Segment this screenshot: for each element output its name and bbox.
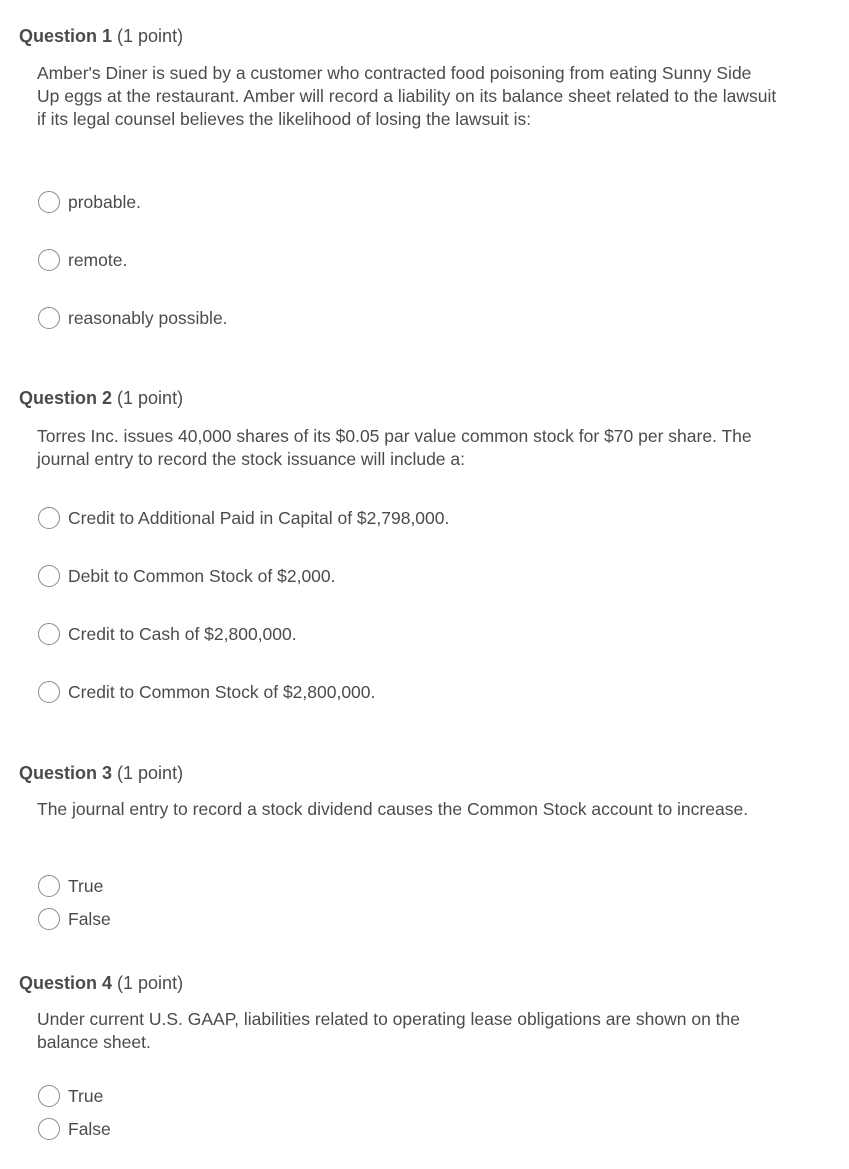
question-1-option-1[interactable] xyxy=(38,189,141,215)
question-2-option-1[interactable] xyxy=(38,505,449,531)
question-4-option-false[interactable] xyxy=(38,1116,111,1142)
question-4-points: (1 point) xyxy=(117,973,184,993)
question-2-option-2[interactable] xyxy=(38,563,336,589)
question-3-header xyxy=(19,762,183,784)
radio-button[interactable] xyxy=(38,681,60,703)
question-2-header xyxy=(19,387,183,409)
question-1-option-2[interactable] xyxy=(38,247,127,273)
question-4-header xyxy=(19,972,183,994)
question-3-text: The journal entry to record a stock dividend causes the Common Stock account to increase. xyxy=(37,799,749,819)
option-label: Credit to Common Stock of $2,800,000. xyxy=(68,682,376,702)
radio-button[interactable] xyxy=(38,623,60,645)
question-3-title: Question 3 xyxy=(19,763,113,783)
question-4-text: Under current U.S. GAAP, liabilities related to operating lease obligations are shown on the balance sheet. xyxy=(37,1009,740,1052)
option-label: True xyxy=(68,1086,104,1106)
radio-button[interactable] xyxy=(38,191,60,213)
option-label: Credit to Additional Paid in Capital of $2,798,000. xyxy=(68,508,450,528)
question-2-option-4[interactable] xyxy=(38,679,375,705)
question-1-points: (1 point) xyxy=(117,26,184,46)
question-1-text: Amber's Diner is sued by a customer who contracted food poisoning from eating Sunny Side Up eggs at the restaurant. Amber will record a liability on its balance sheet related to the lawsuit if its legal counsel believes the likelihood of losing the lawsuit is: xyxy=(37,63,777,129)
option-label: remote. xyxy=(68,250,128,270)
option-label: Credit to Cash of $2,800,000. xyxy=(68,624,297,644)
option-label: False xyxy=(68,1119,111,1139)
question-3-option-true[interactable] xyxy=(38,873,103,899)
radio-button[interactable] xyxy=(38,875,60,897)
question-1-title: Question 1 xyxy=(19,26,113,46)
question-2-title: Question 2 xyxy=(19,388,113,408)
radio-button[interactable] xyxy=(38,249,60,271)
question-3-points: (1 point) xyxy=(117,763,184,783)
option-label: True xyxy=(68,876,104,896)
question-4-option-true[interactable] xyxy=(38,1083,103,1109)
question-2-option-3[interactable] xyxy=(38,621,297,647)
radio-button[interactable] xyxy=(38,908,60,930)
option-label: False xyxy=(68,909,111,929)
radio-button[interactable] xyxy=(38,1118,60,1140)
question-3-option-false[interactable] xyxy=(38,906,111,932)
question-1-header xyxy=(19,25,183,47)
radio-button[interactable] xyxy=(38,307,60,329)
radio-button[interactable] xyxy=(38,565,60,587)
question-4-title: Question 4 xyxy=(19,973,113,993)
radio-button[interactable] xyxy=(38,507,60,529)
question-2-points: (1 point) xyxy=(117,388,184,408)
option-label: probable. xyxy=(68,192,141,212)
radio-button[interactable] xyxy=(38,1085,60,1107)
question-1-option-3[interactable] xyxy=(38,305,228,331)
option-label: Debit to Common Stock of $2,000. xyxy=(68,566,336,586)
question-2-text: Torres Inc. issues 40,000 shares of its $0.05 par value common stock for $70 per share. The journal entry to record the stock issuance will include a: xyxy=(37,426,752,469)
option-label: reasonably possible. xyxy=(68,308,228,328)
